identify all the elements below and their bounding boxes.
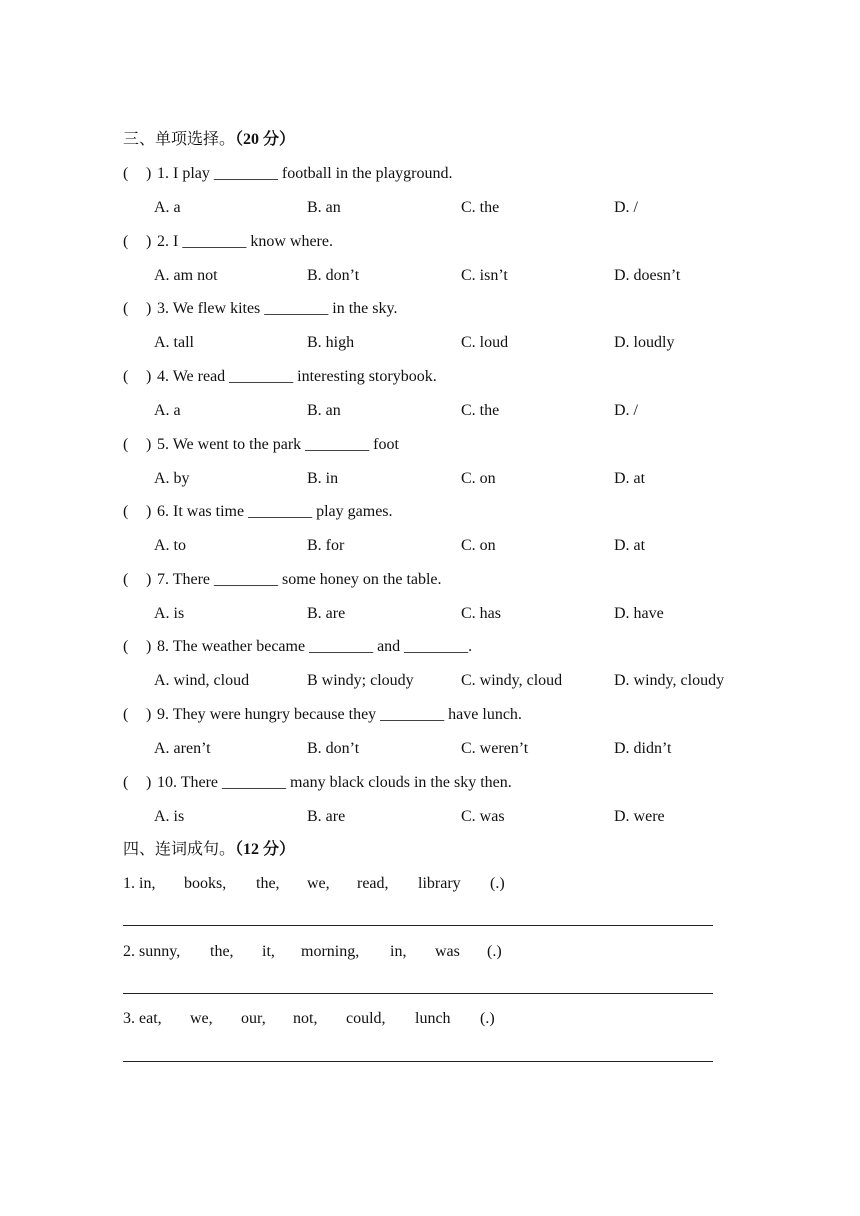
answer-paren-open: (	[123, 638, 129, 655]
section-3-title	[123, 129, 295, 151]
section-3-heading: 三、单项选择。	[123, 131, 236, 148]
question-text: 10. There ________ many black clouds in the sky then.	[157, 774, 512, 791]
question-2-options	[154, 265, 774, 287]
word: not,	[293, 1010, 318, 1027]
question-text: 9. They were hungry because they ________ have lunch.	[157, 706, 522, 723]
section-4-points: （12 分）	[235, 841, 296, 858]
question-text: 3. We flew kites ________ in the sky.	[157, 300, 398, 317]
option-d: D. at	[614, 470, 646, 487]
option-b: B. an	[307, 402, 341, 419]
answer-paren-close: )	[146, 774, 152, 791]
option-b: B. high	[307, 334, 355, 351]
answer-paren-open: (	[123, 571, 129, 588]
answer-paren-close: )	[146, 503, 152, 520]
option-b: B. in	[307, 470, 339, 487]
question-3-options	[154, 332, 774, 354]
option-c: C. on	[461, 470, 496, 487]
word: (.)	[490, 875, 505, 892]
answer-paren-open: (	[123, 503, 129, 520]
option-a: A. is	[154, 605, 185, 622]
question-1-options	[154, 197, 774, 219]
question-text: 1. I play ________ football in the playground.	[157, 165, 453, 182]
section-4-title	[123, 839, 295, 861]
word: lunch	[415, 1010, 451, 1027]
option-b: B. an	[307, 199, 341, 216]
question-text: 2. I ________ know where.	[157, 233, 333, 250]
word: in,	[390, 943, 407, 960]
word: the,	[256, 875, 280, 892]
option-d: D. didn’t	[614, 740, 672, 757]
answer-paren-open: (	[123, 233, 129, 250]
question-text: 5. We went to the park ________ foot	[157, 436, 399, 453]
answer-paren-open: (	[123, 165, 129, 182]
question-7-options	[154, 603, 774, 625]
answer-paren-open: (	[123, 706, 129, 723]
option-d: D. doesn’t	[614, 267, 681, 284]
answer-paren-close: )	[146, 300, 152, 317]
question-5-options	[154, 468, 774, 490]
word: books,	[184, 875, 227, 892]
option-b: B. for	[307, 537, 345, 554]
answer-paren-close: )	[146, 571, 152, 588]
option-a: A. tall	[154, 334, 194, 351]
option-c: C. has	[461, 605, 501, 622]
section-3-points: （20 分）	[235, 131, 296, 148]
answer-line-2[interactable]	[123, 993, 713, 994]
option-a: A. aren’t	[154, 740, 211, 757]
word: we,	[190, 1010, 213, 1027]
word: we,	[307, 875, 330, 892]
word: 2. sunny,	[123, 943, 181, 960]
word: 3. eat,	[123, 1010, 162, 1027]
answer-line-1[interactable]	[123, 925, 713, 926]
option-a: A. am not	[154, 267, 218, 284]
option-b: B. are	[307, 605, 346, 622]
word: (.)	[487, 943, 502, 960]
option-b: B. are	[307, 808, 346, 825]
option-d: D. windy, cloudy	[614, 672, 725, 689]
option-c: C. windy, cloud	[461, 672, 563, 689]
option-b: B windy; cloudy	[307, 672, 414, 689]
word: it,	[262, 943, 275, 960]
question-9-options	[154, 738, 774, 760]
answer-paren-open: (	[123, 300, 129, 317]
option-c: C. weren’t	[461, 740, 529, 757]
question-text: 8. The weather became ________ and ________.	[157, 638, 473, 655]
answer-paren-open: (	[123, 368, 129, 385]
answer-line-3[interactable]	[123, 1061, 713, 1062]
option-a: A. by	[154, 470, 190, 487]
option-c: C. loud	[461, 334, 509, 351]
option-d: D. loudly	[614, 334, 675, 351]
answer-paren-close: )	[146, 368, 152, 385]
question-text: 4. We read ________ interesting storybook.	[157, 368, 437, 385]
word: our,	[241, 1010, 266, 1027]
question-text: 6. It was time ________ play games.	[157, 503, 393, 520]
word: morning,	[301, 943, 360, 960]
option-d: D. /	[614, 199, 638, 216]
option-c: C. the	[461, 402, 500, 419]
question-6-options	[154, 535, 774, 557]
option-a: A. to	[154, 537, 186, 554]
answer-paren-open: (	[123, 774, 129, 791]
option-d: D. /	[614, 402, 638, 419]
word: 1. in,	[123, 875, 156, 892]
option-d: D. were	[614, 808, 665, 825]
option-a: A. a	[154, 402, 181, 419]
answer-paren-close: )	[146, 233, 152, 250]
option-c: C. was	[461, 808, 505, 825]
question-10-options	[154, 806, 774, 828]
option-b: B. don’t	[307, 267, 360, 284]
section-4-heading: 四、连词成句。	[123, 841, 236, 858]
answer-paren-open: (	[123, 436, 129, 453]
answer-paren-close: )	[146, 638, 152, 655]
word: (.)	[480, 1010, 495, 1027]
option-a: A. is	[154, 808, 185, 825]
option-c: C. isn’t	[461, 267, 508, 284]
option-c: C. the	[461, 199, 500, 216]
option-a: A. wind, cloud	[154, 672, 250, 689]
word: could,	[346, 1010, 386, 1027]
word: was	[435, 943, 460, 960]
option-b: B. don’t	[307, 740, 360, 757]
option-d: D. at	[614, 537, 646, 554]
question-text: 7. There ________ some honey on the table.	[157, 571, 442, 588]
answer-paren-close: )	[146, 165, 152, 182]
word: read,	[357, 875, 389, 892]
word: the,	[210, 943, 234, 960]
question-8-options	[154, 670, 774, 692]
word: library	[418, 875, 461, 892]
question-4-options	[154, 400, 774, 422]
option-d: D. have	[614, 605, 664, 622]
answer-paren-close: )	[146, 436, 152, 453]
option-c: C. on	[461, 537, 496, 554]
option-a: A. a	[154, 199, 181, 216]
answer-paren-close: )	[146, 706, 152, 723]
